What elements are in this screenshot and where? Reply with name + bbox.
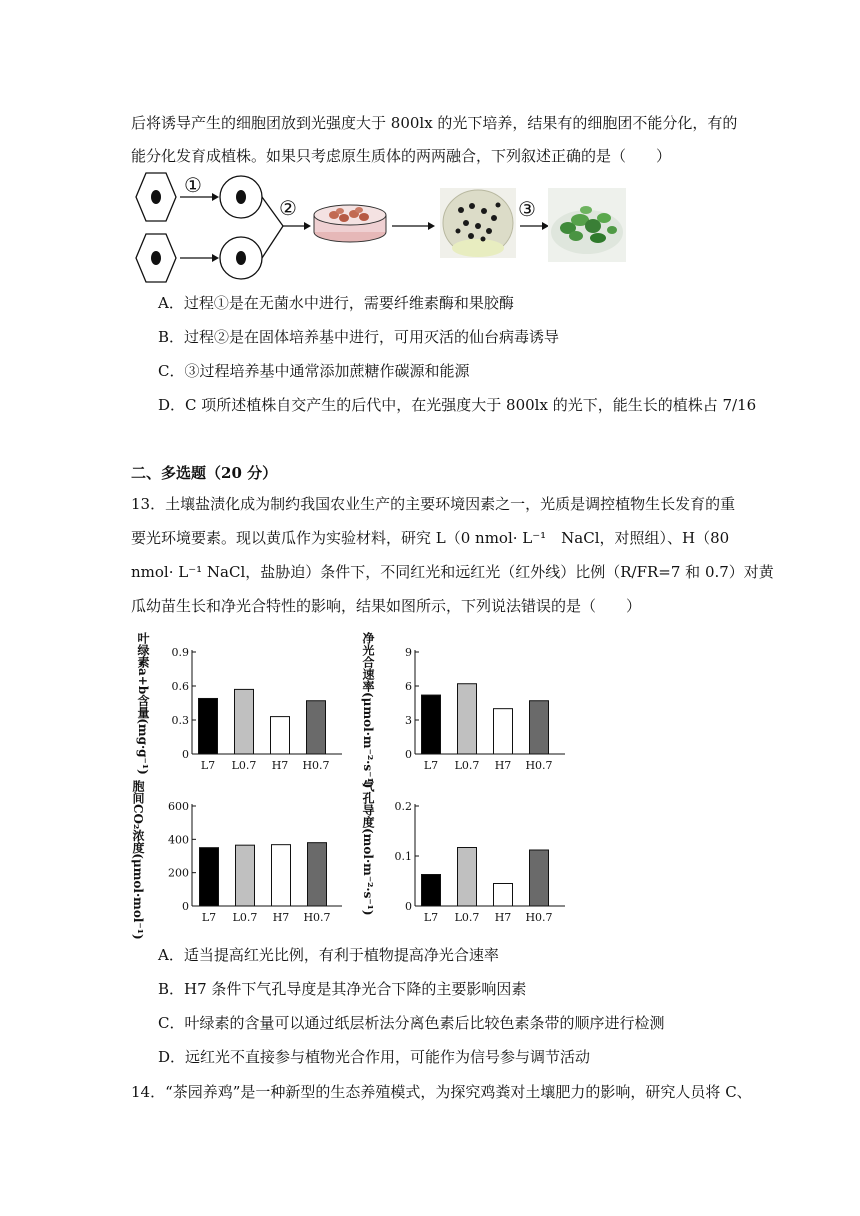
nucleus-icon bbox=[236, 190, 246, 204]
x-tick-label: L0.7 bbox=[454, 911, 480, 924]
q13-option-b: B．H7 条件下气孔导度是其净光合下降的主要影响因素 bbox=[158, 980, 527, 998]
bar-chart-4 bbox=[379, 778, 579, 928]
bar-H0.7 bbox=[530, 701, 549, 754]
arrow-head-icon bbox=[212, 193, 219, 201]
y-tick-label: 400 bbox=[168, 833, 189, 847]
question-13-text-line-4: 瓜幼苗生长和净光合特性的影响，结果如图所示，下列说法错误的是（ ） bbox=[131, 597, 642, 615]
y-tick-label: 200 bbox=[168, 866, 189, 880]
bar-H7 bbox=[271, 717, 290, 754]
bar-L0.7 bbox=[236, 845, 255, 906]
arrow-head-icon bbox=[542, 222, 549, 230]
y-tick-label: 3 bbox=[405, 714, 412, 727]
q13-option-a: A．适当提高红光比例，有利于植物提高净光合速率 bbox=[158, 946, 499, 964]
bar-L0.7 bbox=[235, 689, 254, 754]
y-tick-label: 600 bbox=[168, 800, 189, 813]
question-14-text-line-1: 14．“茶园养鸡”是一种新型的生态养殖模式，为探究鸡粪对土壤肥力的影响，研究人员将 C、 bbox=[131, 1083, 752, 1101]
y-tick-label: 0.9 bbox=[171, 646, 189, 659]
question-13-text-line-1: 13．土壤盐渍化成为制约我国农业生产的主要环境因素之一，光质是调控植物生长发育的重 bbox=[131, 495, 736, 513]
x-tick-label: L0.7 bbox=[232, 911, 258, 924]
q12-option-b: B．过程②是在固体培养基中进行，可用灭活的仙台病毒诱导 bbox=[158, 328, 560, 346]
question-12-text-line-1: 后将诱导产生的细胞团放到光强度大于 800lx 的光下培养，结果有的细胞团不能分化，有的 bbox=[131, 114, 738, 132]
nucleus-icon bbox=[151, 251, 161, 265]
bar-H0.7 bbox=[530, 850, 549, 906]
x-tick-label: H7 bbox=[272, 911, 290, 924]
bar-L7 bbox=[422, 875, 441, 907]
q12-option-d: D．C 项所述植株自交产生的后代中，在光强度大于 800lx 的光下，能生长的植株占 7/16 bbox=[158, 396, 757, 414]
question-13-text-line-3: nmol· L⁻¹ NaCl，盐胁迫）条件下，不同红光和远红光（红外线）比例（R/FR=7 和 0.7）对黄 bbox=[131, 563, 774, 581]
x-tick-label: L7 bbox=[201, 911, 217, 924]
y-tick-label: 0.1 bbox=[394, 850, 412, 863]
bar-L7 bbox=[200, 848, 219, 906]
x-tick-label: L7 bbox=[423, 911, 439, 924]
chart-3-y-axis-label: 胞间CO₂浓度(μmol·mol⁻¹) bbox=[131, 780, 145, 940]
x-tick-label: L0.7 bbox=[231, 759, 257, 772]
nucleus-icon bbox=[151, 190, 161, 204]
bar-H7 bbox=[272, 845, 291, 906]
chart-1-y-axis-label: 叶绿素a+b含量(mg·g⁻¹) bbox=[136, 632, 150, 775]
bar-H7 bbox=[494, 709, 513, 754]
q12-option-c: C．③过程培养基中通常添加蔗糖作碳源和能源 bbox=[158, 362, 470, 380]
nucleus-icon bbox=[236, 251, 246, 265]
question-12-text-line-2: 能分化发育成植株。如果只考虑原生质体的两两融合，下列叙述正确的是（ ） bbox=[131, 147, 672, 165]
x-tick-label: H0.7 bbox=[303, 911, 331, 924]
bar-chart-2 bbox=[379, 630, 579, 780]
section-heading: 二、多选题（20 分） bbox=[131, 464, 278, 482]
bar-L0.7 bbox=[458, 848, 477, 907]
chart-2-y-axis-label: 净光合速率(μmol·m⁻²·s⁻¹) bbox=[361, 632, 375, 789]
bar-chart-1 bbox=[154, 630, 354, 780]
y-tick-label: 0 bbox=[182, 748, 189, 761]
q13-option-d: D．远红光不直接参与植物光合作用，可能作为信号参与调节活动 bbox=[158, 1048, 591, 1066]
protoplast-fusion-diagram bbox=[128, 170, 648, 288]
q13-option-c: C．叶绿素的含量可以通过纸层析法分离色素后比较色素条带的顺序进行检测 bbox=[158, 1014, 665, 1032]
y-tick-label: 0 bbox=[405, 900, 412, 913]
q12-option-a: A．过程①是在无菌水中进行，需要纤维素酶和果胶酶 bbox=[158, 294, 514, 312]
y-tick-label: 9 bbox=[405, 646, 412, 659]
petri-dish-icon bbox=[314, 205, 386, 242]
step-2-label: ② bbox=[279, 196, 297, 220]
x-tick-label: H7 bbox=[494, 911, 512, 924]
step-1-label: ① bbox=[184, 173, 202, 197]
chart-4-y-axis-label: 气孔导度(mol·m⁻²·s⁻¹) bbox=[361, 780, 375, 916]
x-tick-label: H7 bbox=[271, 759, 289, 772]
y-tick-label: 6 bbox=[405, 680, 412, 693]
seedling-culture-photo bbox=[548, 188, 626, 262]
x-tick-label: H0.7 bbox=[525, 911, 553, 924]
x-tick-label: L0.7 bbox=[454, 759, 480, 772]
x-tick-label: H0.7 bbox=[302, 759, 330, 772]
bar-H0.7 bbox=[307, 701, 326, 754]
x-tick-label: H7 bbox=[494, 759, 512, 772]
x-tick-label: L7 bbox=[423, 759, 439, 772]
y-tick-label: 0.3 bbox=[171, 714, 189, 727]
arrow-head-icon bbox=[428, 222, 435, 230]
x-tick-label: H0.7 bbox=[525, 759, 553, 772]
bar-L7 bbox=[422, 695, 441, 754]
y-tick-label: 0 bbox=[405, 748, 412, 761]
bar-chart-3 bbox=[149, 778, 349, 928]
bar-H7 bbox=[494, 884, 513, 907]
y-tick-label: 0.6 bbox=[171, 680, 189, 693]
question-13-text-line-2: 要光环境要素。现以黄瓜作为实验材料，研究 L（0 nmol· L⁻¹ NaCl，对照组）、H（80 bbox=[131, 529, 730, 547]
y-tick-label: 0 bbox=[182, 900, 189, 913]
arrow-head-icon bbox=[304, 222, 311, 230]
bar-L7 bbox=[199, 698, 218, 754]
x-tick-label: L7 bbox=[200, 759, 216, 772]
step-3-label: ③ bbox=[518, 197, 536, 221]
callus-culture-photo bbox=[440, 188, 516, 258]
bar-H0.7 bbox=[308, 843, 327, 906]
bar-L0.7 bbox=[458, 684, 477, 754]
y-tick-label: 0.2 bbox=[394, 800, 412, 813]
arrow-head-icon bbox=[212, 254, 219, 262]
